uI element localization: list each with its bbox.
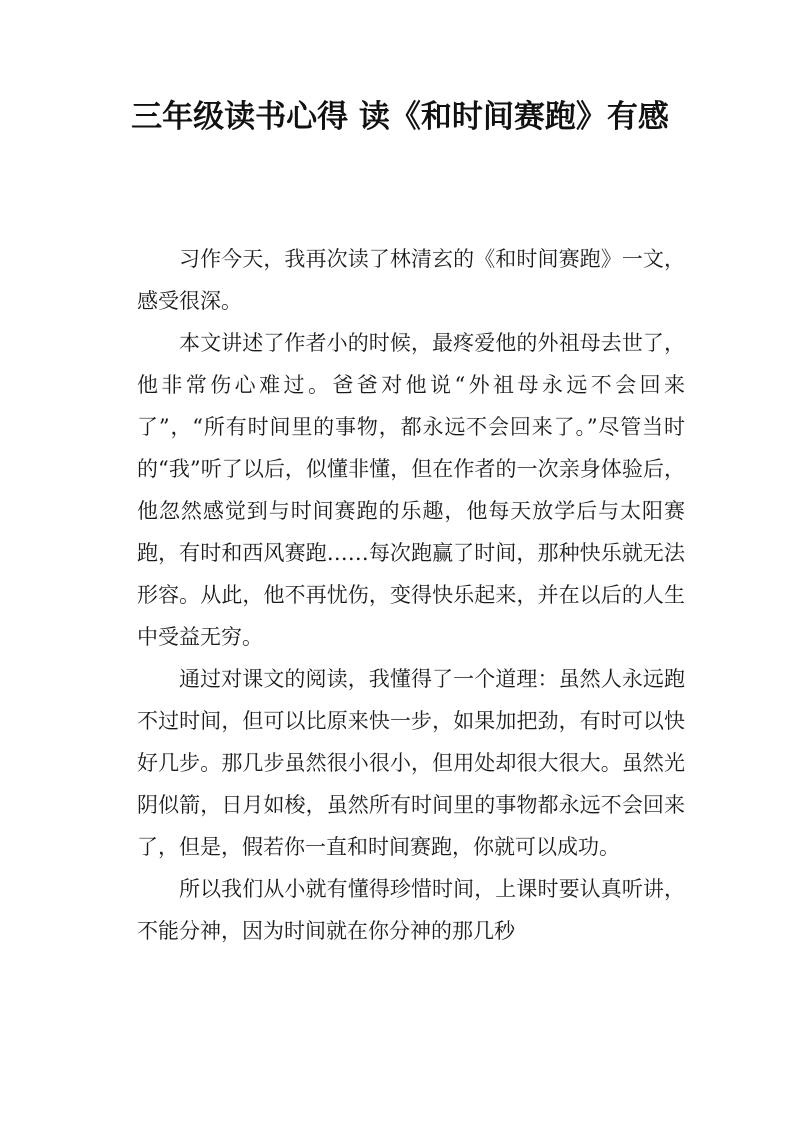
- paragraph: 本文讲述了作者小的时候，最疼爱他的外祖母去世了，他非常伤心难过。爸爸对他说“外祖母永远不会回来了”，“所有时间里的事物，都永远不会回来了。”尽管当时的“我”听了以后，似懂非懂，但在作者的一次亲身体验后，他忽然感觉到与时间赛跑的乐趣，他每天放学后与太阳赛跑，有时和西风赛跑……每次跑赢了时间，那种快乐就无法形容。从此，他不再忧伤，变得快乐起来，并在以后的人生中受益无穷。: [137, 331, 685, 649]
- paragraph: 所以我们从小就有懂得珍惜时间，上课时要认真听讲，不能分神，因为时间就在你分神的那几秒: [137, 877, 685, 943]
- document-title: 三年级读书心得 读《和时间赛跑》有感: [131, 99, 669, 135]
- document-body: [137, 238, 685, 952]
- paragraph: 通过对课文的阅读，我懂得了一个道理：虽然人永远跑不过时间，但可以比原来快一步，如果加把劲，有时可以快好几步。那几步虽然很小很小，但用处却很大很大。虽然光阴似箭，日月如梭，虽然所有时间里的事物都永远不会回来了，但是，假若你一直和时间赛跑，你就可以成功。: [137, 667, 685, 859]
- paragraph: 习作今天，我再次读了林清玄的《和时间赛跑》一文，感受很深。: [137, 247, 685, 313]
